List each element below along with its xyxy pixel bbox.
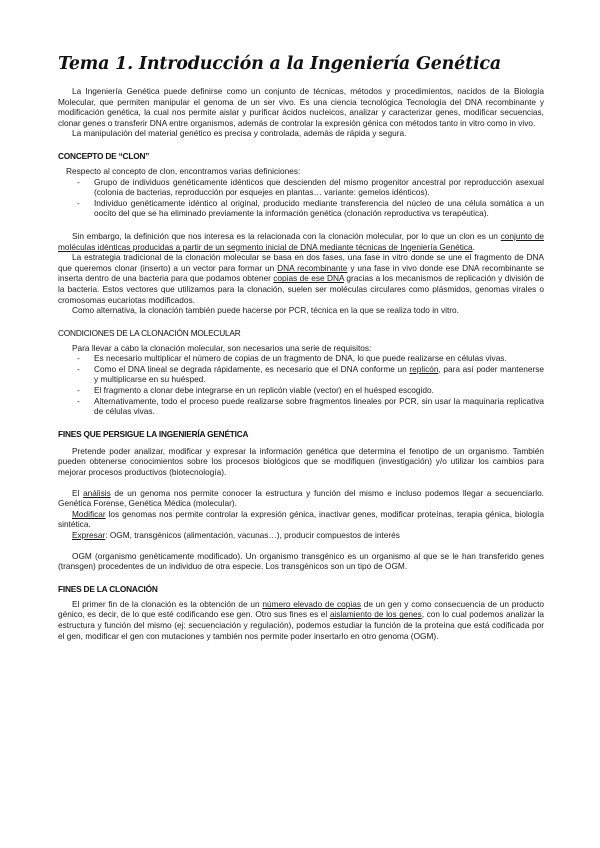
fines-paragraph-1: Pretende poder analizar, modificar y expresar la información genética que determina el fenotipo de un organismo. También pueden obtenerse conocimientos sobre los procesos biológicos que se modifiquen (investigación) y/o utilizar los cambios para mejorar procesos productivos (biotecnología). [58, 445, 544, 478]
condiciones-list [58, 353, 544, 417]
copias-dna-underlined: copias de ese DNA [273, 273, 345, 284]
clon-paragraph-2: La estrategia tradicional de la clonación molecular se basa en dos fases, una fase in vitro donde se une el fragmento de DNA que queremos clonar (inserto) a un vector para formar un DNA recombinante y una fase in vivo donde ese DNA recombinante se inserta dentro de una bacteria para que podamos obtener copias de ese DNA gracias a los mecanismos de replicación y división de la bacteria. Estos vectores que utilizamos para la clonación, suelen ser moléculas circulares como plásmidos, genomas virales o cromosomas eucariotas modificados. [58, 252, 545, 305]
clon-heading: CONCEPTO DE “CLON” [58, 150, 150, 161]
clon-paragraph-1: Sin embargo, la definición que nos interesa es la relacionada con la clonación molecular, por lo que un clon es un conjunto de moléculas idénticas producidas a partir de un segmento inicial de DNA mediante técnicas de Ingeniería Genética. [58, 230, 544, 252]
clon-definition-2: - Individuo genéticamente idéntico al original, producido mediante transferencia del núcleo de una célula somática a un oocito del que se ha eliminado previamente la información genética (clonación reproductiva vs terapéutica). [94, 198, 544, 219]
condiciones-lead: Para llevar a cabo la clonación molecular, son necesarios una serie de requisitos: [72, 342, 372, 353]
numero-copias-underlined: número elevado de copias [262, 598, 361, 609]
fines-clonacion-paragraph: El primer fin de la clonación es la obtención de un número elevado de copias de un gen y como consecuencia de un producto génico, es decir, de lo que esté codificando ese gen. Otro sus fines es el aislamiento de los genes, con lo cual podemos analizar la estructura y función del mismo (ej: secuenciación y regulación), podemos estudiar la función de la proteína que está codificada por el gen, modificar el gen con mutaciones y también nos permite poder insertarlo en otro genoma (OGM). [58, 598, 544, 641]
clon-definition-1: - Grupo de individuos genéticamente idénticos que descienden del mismo progenitor ancestral por reproducción asexual (colonia de bacterias, reproducción por esquejes en plantas… variante: gemelos idénticos). [94, 177, 544, 198]
fines-modificar: Modificar los genomas nos permite controlar la expresión génica, inactivar genes, modificar proteínas, terapia génica, biología sintética. [58, 508, 544, 530]
condicion-4: - Alternativamente, todo el proceso puede realizarse sobre fragmentos lineales por PCR, sin usar la maquinaria replicativa de células vivas. [94, 396, 544, 417]
condiciones-heading: CONDICIONES DE LA CLONACIÓN MOLECULAR [58, 327, 241, 338]
replicon-underlined: replicón [409, 363, 439, 374]
expresar-underlined: Expresar [72, 530, 106, 540]
clon-section [58, 151, 544, 316]
ogm-paragraph: OGM (organismo genéticamente modificado). Un organismo transgénico es un organismo al que se le han transferido genes (transgen) procedentes de un individuo de otra especie. Los transgénicos son un tipo de OGM. [58, 550, 544, 572]
intro-paragraph-1: La Ingeniería Genética puede definirse como un conjunto de técnicas, métodos y procedimientos, nacidos de la Biología Molecular, que permiten manipular el genoma de un ser vivo. Es una ciencia tecnológica Tecnología del DNA recombinante y modificación genética, la cual nos permite aislar y purificar ácidos nucleicos, analizar y caracterizar genes, modificar secuencias, clonar genes o transferir DNA entre organismos, además de controlar la expresión génica con métodos tanto in vitro como in vivo. [58, 86, 544, 128]
aislamiento-genes-underlined: aislamiento de los genes [329, 609, 422, 620]
fines-analisis: El análisis de un genoma nos permite conocer la estructura y función del mismo e incluso podemos llegar a secuenciarlo. Genética Forense, Genética Médica (molecular). [58, 487, 544, 509]
modificar-underlined: Modificar [72, 508, 106, 519]
clon-definition-list [58, 177, 544, 219]
fines-clonacion-heading: FINES DE LA CLONACIÓN [58, 583, 158, 594]
condicion-1: - Es necesario multiplicar el número de copias de un fragmento de DNA, lo que puede realizarse en células vivas. [94, 353, 544, 364]
intro-section [58, 86, 544, 139]
fines-clonacion-section [58, 584, 544, 641]
fines-expresar: Expresar: OGM, transgénicos (alimentación, vacunas…), producir compuestos de interés [72, 530, 400, 540]
clon-paragraph-3: Como alternativa, la clonación también puede hacerse por PCR, técnica en la que se realiza todo in vitro. [72, 305, 459, 316]
condicion-2: - Como el DNA lineal se degrada rápidamente, es necesario que el DNA conforme un replicón, para así poder mantenerse y multiplicarse en su huésped. [94, 364, 544, 385]
page-title: Tema 1. Introducción a la Ingeniería Genética [58, 54, 502, 74]
fines-section [58, 429, 544, 572]
dna-recombinante-underlined: DNA recombinante [277, 262, 348, 273]
clon-definition-underlined: conjunto de moléculas idénticas producidas a partir de un segmento inicial de DNA mediante técnicas de Ingeniería Genética [58, 230, 544, 252]
analisis-underlined: análisis [83, 487, 111, 498]
intro-paragraph-2: La manipulación del material genético es precisa y controlada, además de rápida y segura. [72, 128, 407, 139]
fines-heading: FINES QUE PERSIGUE LA INGENIERÍA GENÉTICA [58, 428, 249, 439]
condiciones-section [58, 328, 544, 417]
clon-lead: Respecto al concepto de clon, encontramos varias definiciones: [66, 165, 301, 176]
condicion-3: - El fragmento a clonar debe integrarse en un replicón viable (vector) en el huésped escogido. [94, 385, 544, 396]
